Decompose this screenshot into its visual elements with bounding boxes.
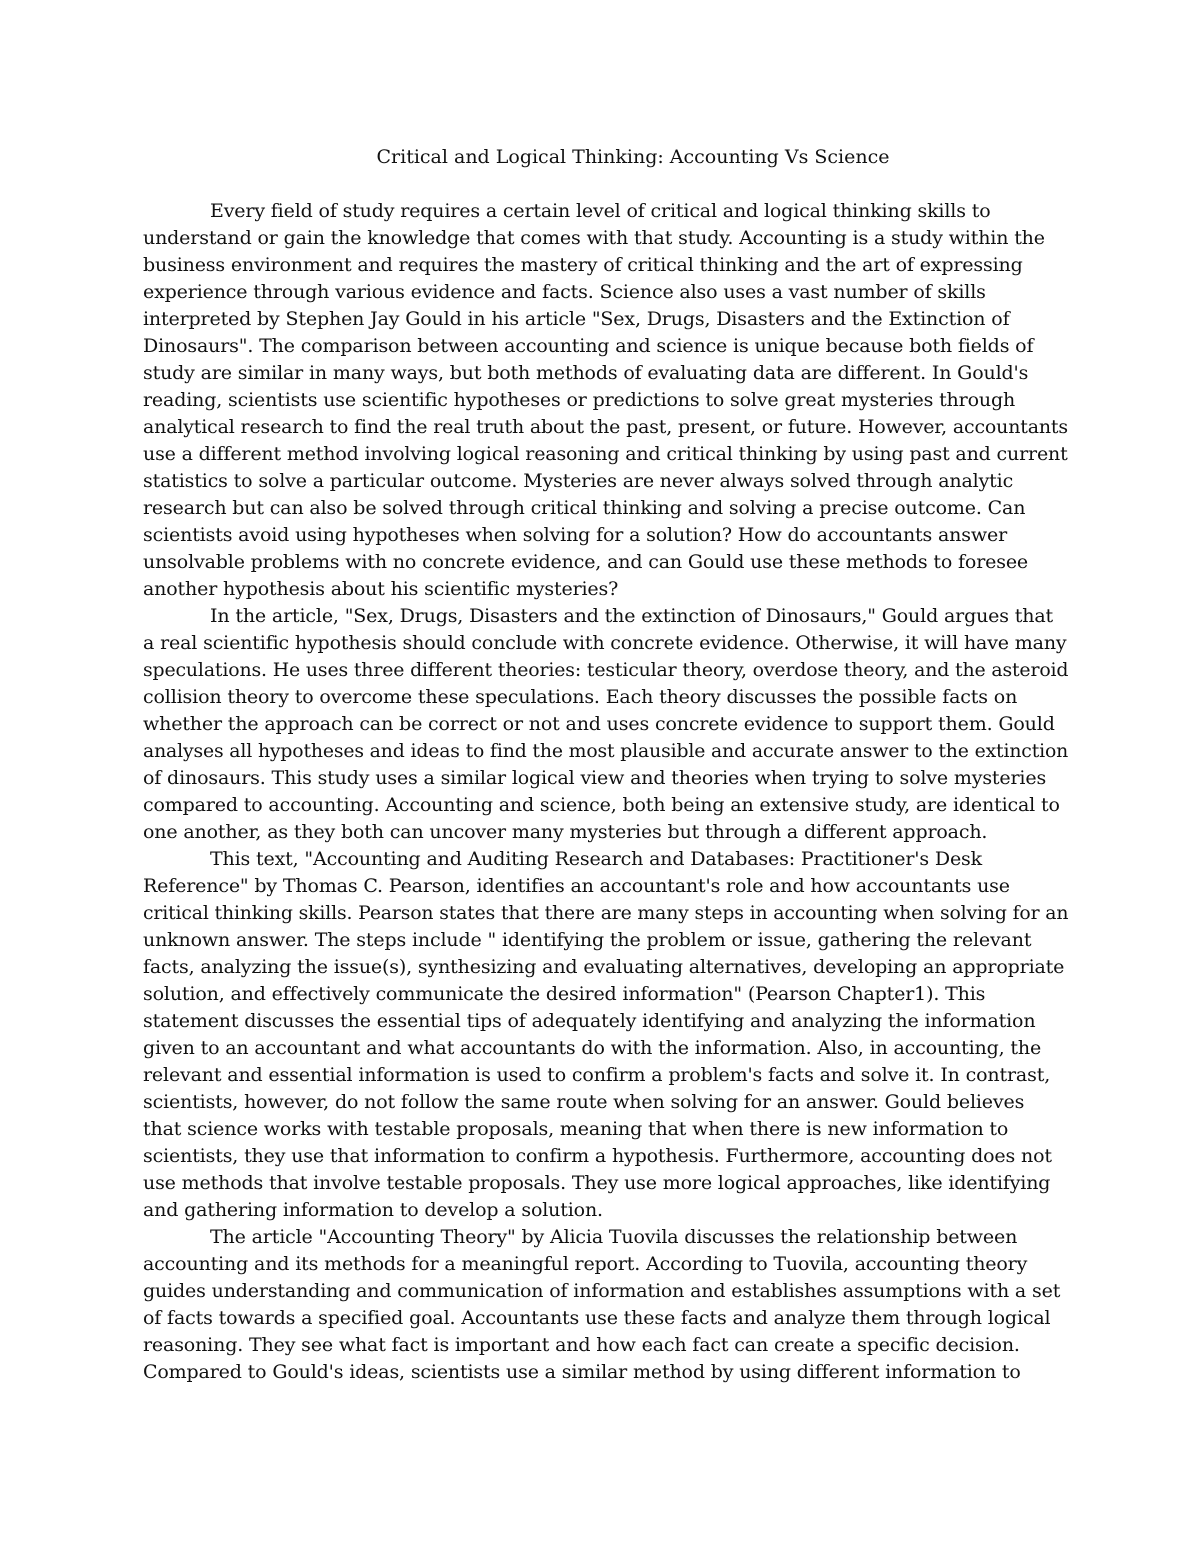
text-line: guides understanding and communication of information and establishes assumptions with a set xyxy=(143,1280,1061,1302)
text-line: and gathering information to develop a solution. xyxy=(143,1199,603,1221)
text-line: collision theory to overcome these speculations. Each theory discusses the possible facts on xyxy=(143,686,1018,708)
text-line: of dinosaurs. This study uses a similar logical view and theories when trying to solve mysteries xyxy=(143,767,1047,789)
text-line: of facts towards a specified goal. Accountants use these facts and analyze them through logical xyxy=(143,1307,1051,1329)
text-line: one another, as they both can uncover many mysteries but through a different approach. xyxy=(143,821,988,843)
text-line: critical thinking skills. Pearson states that there are many steps in accounting when solving for an xyxy=(143,902,1069,924)
text-line: that science works with testable proposals, meaning that when there is new information to xyxy=(143,1118,1009,1140)
text-line: statistics to solve a particular outcome. Mysteries are never always solved through analytic xyxy=(143,470,1014,492)
text-line: unsolvable problems with no concrete evidence, and can Gould use these methods to foresee xyxy=(143,551,1029,573)
text-line: use a different method involving logical reasoning and critical thinking by using past and current xyxy=(143,443,1068,465)
text-line: solution, and effectively communicate the desired information" (Pearson Chapter1). This xyxy=(143,983,986,1005)
text-line: a real scientific hypothesis should conclude with concrete evidence. Otherwise, it will have many xyxy=(143,632,1067,654)
paragraph xyxy=(143,1224,1068,1386)
text-line: scientists, they use that information to confirm a hypothesis. Furthermore, accounting does not xyxy=(143,1145,1052,1167)
paragraph xyxy=(143,846,1068,1224)
text-line: research but can also be solved through critical thinking and solving a precise outcome. Can xyxy=(143,497,1026,519)
text-line: business environment and requires the mastery of critical thinking and the art of expressing xyxy=(143,254,1023,276)
text-line: In the article, "Sex, Drugs, Disasters and the extinction of Dinosaurs," Gould argues that xyxy=(210,605,1054,627)
text-line: whether the approach can be correct or not and uses concrete evidence to support them. Gould xyxy=(143,713,1055,735)
paragraph xyxy=(143,603,1068,846)
text-line: study are similar in many ways, but both methods of evaluating data are different. In Gould's xyxy=(143,362,1029,384)
text-line: relevant and essential information is used to confirm a problem's facts and solve it. In contrast, xyxy=(143,1064,1051,1086)
text-line: Reference" by Thomas C. Pearson, identifies an accountant's role and how accountants use xyxy=(143,875,1010,897)
text-line: Every field of study requires a certain level of critical and logical thinking skills to xyxy=(210,200,991,222)
text-line: reasoning. They see what fact is important and how each fact can create a specific decision. xyxy=(143,1334,1020,1356)
text-line: reading, scientists use scientific hypotheses or predictions to solve great mysteries through xyxy=(143,389,1016,411)
text-line: given to an accountant and what accountants do with the information. Also, in accounting, the xyxy=(143,1037,1042,1059)
text-line: analytical research to find the real truth about the past, present, or future. However, accountants xyxy=(143,416,1068,438)
document-body xyxy=(143,198,1068,1386)
text-line: speculations. He uses three different theories: testicular theory, overdose theory, and the asteroid xyxy=(143,659,1069,681)
paragraph xyxy=(143,198,1068,603)
text-line: analyses all hypotheses and ideas to find the most plausible and accurate answer to the extinction xyxy=(143,740,1069,762)
text-line: unknown answer. The steps include " identifying the problem or issue, gathering the relevant xyxy=(143,929,1032,951)
text-line: understand or gain the knowledge that comes with that study. Accounting is a study within the xyxy=(143,227,1045,249)
text-line: statement discusses the essential tips of adequately identifying and analyzing the information xyxy=(143,1010,1036,1032)
text-line: Dinosaurs". The comparison between accounting and science is unique because both fields of xyxy=(143,335,1034,357)
text-line: The article "Accounting Theory" by Alicia Tuovila discusses the relationship between xyxy=(210,1226,1018,1248)
text-line: accounting and its methods for a meaningful report. According to Tuovila, accounting theory xyxy=(143,1253,1028,1275)
text-line: another hypothesis about his scientific mysteries? xyxy=(143,578,619,600)
text-line: interpreted by Stephen Jay Gould in his article "Sex, Drugs, Disasters and the Extinction of xyxy=(143,308,1010,330)
text-line: scientists avoid using hypotheses when solving for a solution? How do accountants answer xyxy=(143,524,1008,546)
text-line: Compared to Gould's ideas, scientists use a similar method by using different information to xyxy=(143,1361,1021,1383)
text-line: scientists, however, do not follow the same route when solving for an answer. Gould believes xyxy=(143,1091,1025,1113)
text-line: This text, "Accounting and Auditing Research and Databases: Practitioner's Desk xyxy=(210,848,983,870)
text-line: compared to accounting. Accounting and science, both being an extensive study, are identical to xyxy=(143,794,1060,816)
document-title: Critical and Logical Thinking: Accounting Vs Science xyxy=(376,146,890,168)
text-line: experience through various evidence and facts. Science also uses a vast number of skills xyxy=(143,281,986,303)
text-line: facts, analyzing the issue(s), synthesizing and evaluating alternatives, developing an appropriate xyxy=(143,956,1065,978)
text-line: use methods that involve testable proposals. They use more logical approaches, like identifying xyxy=(143,1172,1051,1194)
